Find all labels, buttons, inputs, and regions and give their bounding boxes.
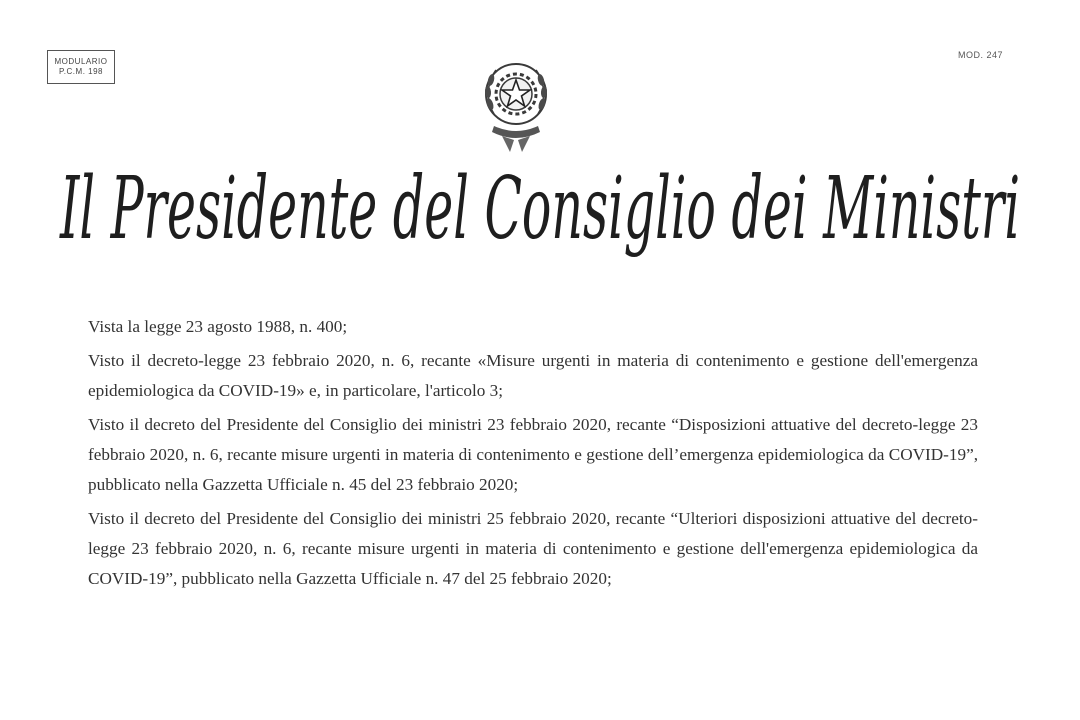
form-code-line2: P.C.M. 198 [59,67,103,76]
form-code-box [47,50,115,84]
paragraph-2: Visto il decreto-legge 23 febbraio 2020, n. 6, recante «Misure urgenti in materia di contenimento e gestione dell'emergenza epidemiologica da COVID-19» e, in particolare, l'articolo 3; [88,351,978,400]
paragraph-3: Visto il decreto del Presidente del Consiglio dei ministri 23 febbraio 2020, recante “Disposizioni attuative del decreto-legge 23 febbraio 2020, n. 6, recante misure urgenti in materia di contenimento e gestione dell’emergenza epidemiologica da COVID-19”, pubblicato nella Gazzetta Ufficiale n. 45 del 23 febbraio 2020; [88,415,978,494]
office-title [0,168,1080,288]
document-body [88,312,978,598]
form-code-line1: MODULARIO [54,57,108,66]
office-title-text: Il Presidente del Consiglio dei Ministri [58,168,1021,259]
paragraph-4: Visto il decreto del Presidente del Consiglio dei ministri 25 febbraio 2020, recante “Ulteriori disposizioni attuative del decreto-legge 23 febbraio 2020, n. 6, recante misure urgenti in materia di contenimento e gestione dell'emergenza epidemiologica da COVID-19”, pubblicato nella Gazzetta Ufficiale n. 47 del 25 febbraio 2020; [88,509,978,588]
paragraph-1: Vista la legge 23 agosto 1988, n. 400; [88,317,348,336]
mod-number: MOD. 247 [958,50,1004,60]
italian-republic-emblem-icon [480,52,552,160]
